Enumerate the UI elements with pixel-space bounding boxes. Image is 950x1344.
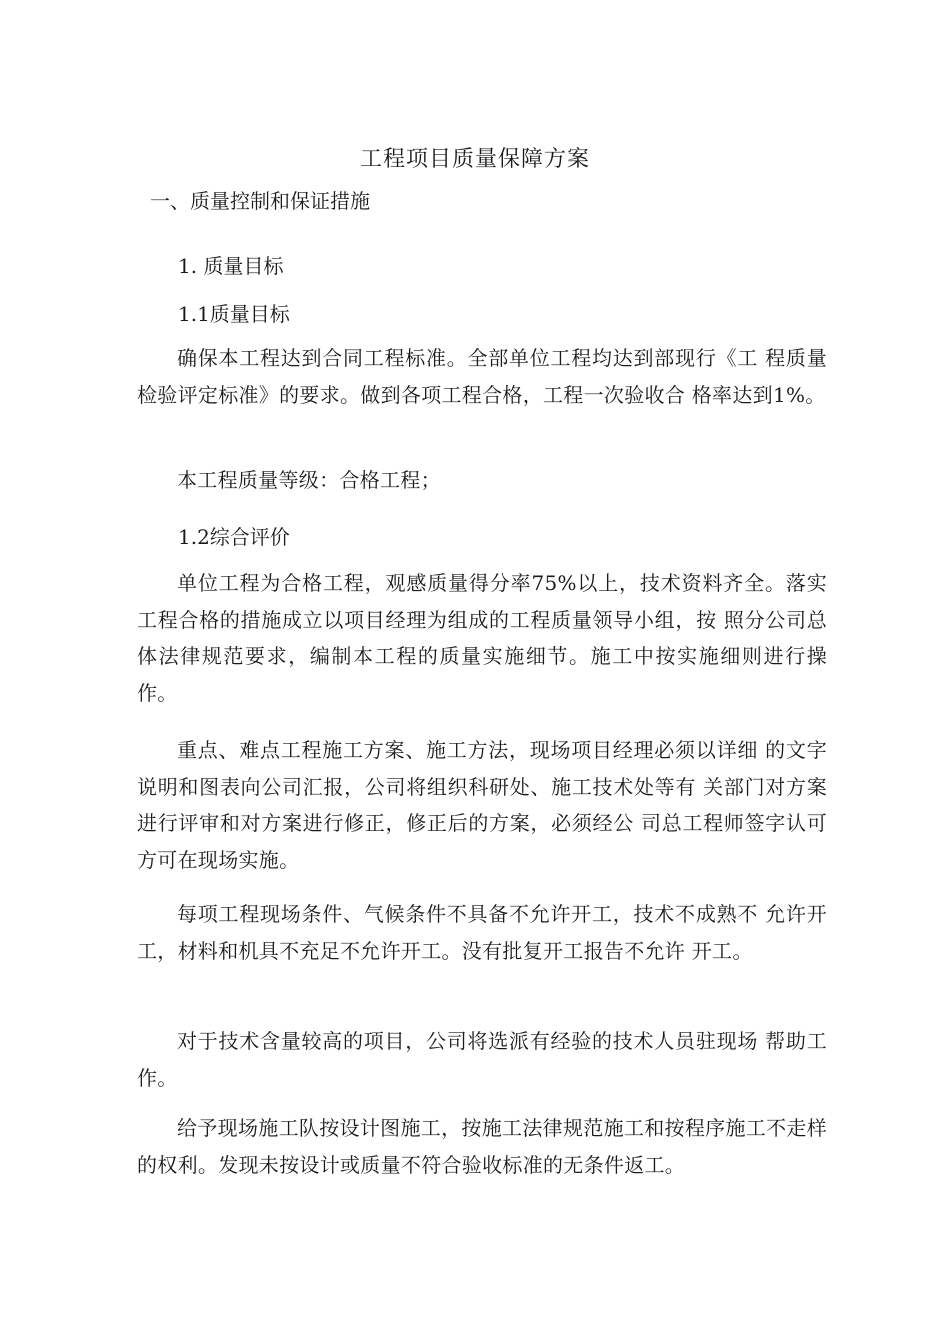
paragraph: 重点、难点工程施工方案、施工方法，现场项目经理必须以详细 的文字说明和图表向公司汇报，公司将组织科研处、施工技术处等有 关部门对方案进行评审和对方案进行修正，修正后的方案，必须经公 司总工程师签字认可方可在现场实施。 <box>137 738 827 872</box>
paragraph: 给予现场施工队按设计图施工，按施工法律规范施工和按程序施工不走样的权利。发现未按设计或质量不符合验收标准的无条件返工。 <box>137 1116 827 1177</box>
paragraph: 每项工程现场条件、气候条件不具备不允许开工，技术不成熟不 允许开工，材料和机具不充足不允许开工。没有批复开工报告不允许 开工。 <box>137 902 827 963</box>
subheading-1-2: 1.2综合评价 <box>178 525 290 549</box>
paragraph: 对于技术含量较高的项目，公司将选派有经验的技术人员驻现场 帮助工作。 <box>137 1029 827 1090</box>
paragraph: 本工程质量等级：合格工程； <box>177 468 441 492</box>
section-heading: 一、质量控制和保证措施 <box>150 189 370 213</box>
subheading-quality-goal: 1. 质量目标 <box>178 254 284 278</box>
paragraph: 单位工程为合格工程，观感质量得分率75%以上，技术资料齐全。落实工程合格的措施成立以项目经理为组成的工程质量领导小组，按 照分公司总体法律规范要求，编制本工程的质量实施细节。施工中按实施细则进行操作。 <box>137 571 827 705</box>
subheading-1-1: 1.1质量目标 <box>178 302 290 326</box>
document-title: 工程项目质量保障方案 <box>359 147 590 172</box>
paragraph: 确保本工程达到合同工程标准。全部单位工程均达到部现行《工 程质量检验评定标准》的要求。做到各项工程合格，工程一次验收合 格率达到1%。 <box>137 346 827 407</box>
